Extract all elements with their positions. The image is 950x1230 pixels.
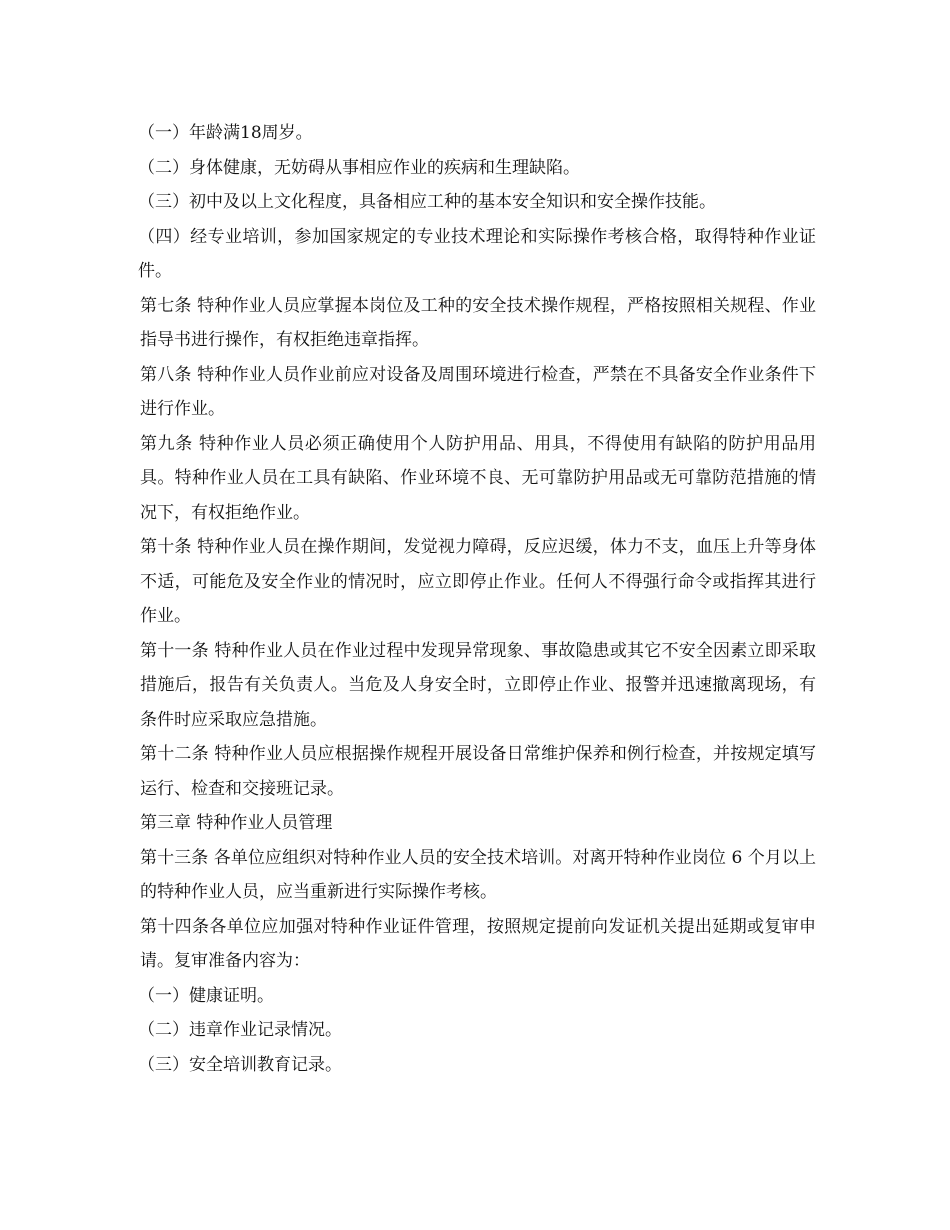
paragraph-review-item-3: （三）安全培训教育记录。 xyxy=(138,1054,342,1075)
paragraph-article-14: 第十四条各单位应加强对特种作业证件管理，按照规定提前向发证机关提出延期或复审申请。复审准备内容为： xyxy=(140,916,816,971)
paragraph-review-item-2: （二）违章作业记录情况。 xyxy=(138,1020,342,1040)
paragraph-article-10: 第十条 特种作业人员在操作期间，发觉视力障碍，反应迟缓，体力不支，血压上升等身体不适，可能危及安全作业的情况时，应立即停止作业。任何人不得强行命令或指挥其进行作业。 xyxy=(140,537,816,626)
paragraph-requirement-1: （一）年龄满18周岁。 xyxy=(138,123,313,143)
paragraph-article-11: 第十一条 特种作业人员在作业过程中发现异常现象、事故隐患或其它不安全因素立即采取措施后，报告有关负责人。当危及人身安全时，立即停止作业、报警并迅速撤离现场，有条件时应采取应急措施。 xyxy=(140,640,816,730)
document-body xyxy=(140,116,816,1082)
paragraph-article-12: 第十二条 特种作业人员应根据操作规程开展设备日常维护保养和例行检查，并按规定填写运行、检查和交接班记录。 xyxy=(140,744,816,799)
paragraph-requirement-4: （四）经专业培训，参加国家规定的专业技术理论和实际操作考核合格，取得特种作业证件。 xyxy=(138,226,816,281)
paragraph-review-item-1: （一）健康证明。 xyxy=(138,985,274,1006)
paragraph-article-13: 第十三条 各单位应组织对特种作业人员的安全技术培训。对离开特种作业岗位 6 个月以上的特种作业人员，应当重新进行实际操作考核。 xyxy=(140,847,816,902)
paragraph-article-8: 第八条 特种作业人员作业前应对设备及周围环境进行检查，严禁在不具备安全作业条件下进行作业。 xyxy=(140,364,816,419)
paragraph-article-9: 第九条 特种作业人员必须正确使用个人防护用品、用具，不得使用有缺陷的防护用品用具。特种作业人员在工具有缺陷、作业环境不良、无可靠防护用品或无可靠防范措施的情况下，有权拒绝作业。 xyxy=(140,433,816,523)
paragraph-requirement-3: （三）初中及以上文化程度，具备相应工种的基本安全知识和安全操作技能。 xyxy=(138,192,716,212)
chapter-heading: 第三章 特种作业人员管理 xyxy=(140,813,333,833)
paragraph-requirement-2: （二）身体健康，无妨碍从事相应作业的疾病和生理缺陷。 xyxy=(138,157,580,178)
paragraph-article-7: 第七条 特种作业人员应掌握本岗位及工种的安全技术操作规程，严格按照相关规程、作业指导书进行操作，有权拒绝违章指挥。 xyxy=(140,295,816,350)
